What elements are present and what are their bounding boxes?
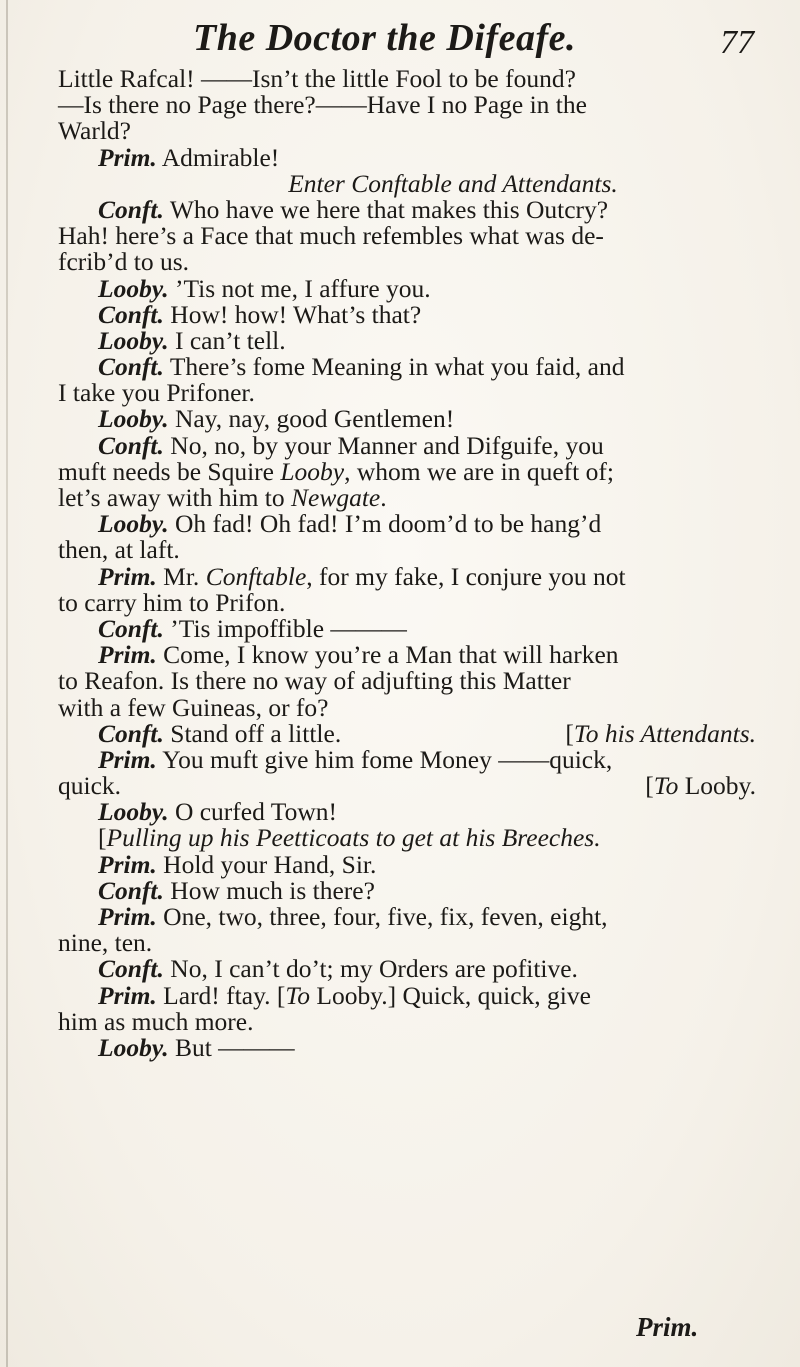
text-line — [58, 194, 778, 224]
text-line — [58, 587, 778, 617]
text-line — [58, 1032, 778, 1062]
text-segment: Newgate — [291, 483, 381, 512]
text-line — [58, 956, 778, 982]
speaker-name: Prim. — [98, 980, 157, 1010]
text-line — [58, 904, 778, 930]
stage-direction — [645, 773, 756, 799]
text-segment: [ — [645, 771, 654, 801]
text-line — [58, 325, 778, 355]
page-gutter-edge — [6, 0, 8, 1367]
text-segment: Pulling up his Peetticoats to get at his Breeches. — [106, 823, 601, 853]
text-segment: then, at laft. — [58, 535, 180, 565]
speaker-name: Conft. — [98, 430, 164, 460]
text-line — [58, 773, 778, 799]
speaker-name: Looby. — [98, 325, 169, 355]
text-line — [58, 299, 778, 329]
text-line — [58, 613, 778, 643]
text-segment: Hah! here’s a Face that much refembles what was de- — [58, 221, 604, 251]
text-segment: , for my fake, I conjure you not — [306, 561, 626, 591]
text-line — [58, 744, 778, 774]
speaker-name: Conft. — [98, 299, 164, 329]
text-segment: let’s away with him to — [58, 483, 292, 512]
text-segment: I can’t tell. — [168, 325, 286, 355]
speaker-name: Prim. — [98, 849, 157, 879]
text-segment: Nay, nay, good Gentlemen! — [168, 404, 455, 434]
text-segment: muft needs be Squire — [58, 456, 281, 486]
text-line — [58, 980, 778, 1010]
text-segment: , whom we are in queft of; — [344, 456, 614, 486]
text-segment: How! how! What’s that? — [163, 299, 422, 329]
text-line — [58, 249, 778, 275]
text-line — [58, 380, 778, 406]
speaker-name: Prim. — [98, 561, 157, 591]
text-line — [58, 456, 778, 486]
speaker-name: Looby. — [98, 404, 169, 434]
text-segment: Conftable — [205, 561, 307, 591]
text-segment: him as much more. — [58, 1006, 254, 1036]
text-segment: One, two, three, four, five, fix, feven, eight, — [156, 902, 608, 931]
text-segment: Mr. — [156, 561, 206, 591]
page-number: 77 — [720, 24, 754, 61]
speaker-name: Conft. — [98, 718, 164, 748]
catchword: Prim. — [636, 1312, 699, 1342]
speaker-name: Prim. — [98, 744, 157, 774]
text-line — [58, 668, 778, 694]
speaker-name: Conft. — [98, 613, 164, 643]
text-line — [58, 799, 778, 825]
text-segment: to carry him to Prifon. — [58, 587, 286, 617]
text-line — [58, 142, 778, 172]
text-segment: Warld? — [58, 116, 131, 146]
text-segment: ’Tis not me, I affure you. — [168, 273, 431, 303]
text-segment: There’s fome Meaning in what you faid, and — [163, 352, 625, 382]
speaker-name: Prim. — [98, 142, 157, 172]
text-segment: O curfed Town! — [168, 797, 337, 827]
text-segment: Admirable! — [156, 142, 280, 172]
text-segment: Looby.] Quick, quick, give — [310, 980, 591, 1010]
text-line — [58, 485, 778, 511]
play-text-body — [58, 66, 778, 1061]
text-segment: Stand off a little. — [163, 718, 342, 748]
speaker-name: Looby. — [98, 1032, 169, 1062]
text-segment: nine, ten. — [58, 928, 153, 958]
text-segment: How much is there? — [163, 875, 375, 905]
text-line — [58, 430, 778, 460]
text-segment: Lard! ftay. [ — [156, 980, 286, 1010]
text-segment: Little Rafcal! ——Isn’t the little Fool to be found? — [58, 64, 576, 93]
text-segment: To his Attendants. — [573, 718, 756, 748]
speaker-name: Looby. — [98, 273, 169, 303]
speaker-name: Looby. — [98, 509, 169, 539]
stage-direction — [565, 718, 756, 748]
speaker-name: Conft. — [98, 194, 164, 224]
stage-direction-line — [58, 168, 778, 198]
text-line — [58, 1006, 778, 1036]
text-line — [58, 92, 778, 118]
text-line — [58, 930, 778, 956]
text-segment: ’Tis impoffible ——— — [163, 613, 407, 643]
text-line — [58, 561, 778, 591]
text-line — [58, 118, 778, 144]
page-header — [0, 16, 800, 68]
text-segment: fcrib’d to us. — [58, 247, 190, 277]
text-segment: quick. — [58, 771, 122, 801]
text-segment: Looby — [280, 456, 345, 486]
speaker-name: Prim. — [98, 902, 157, 931]
text-segment: . — [380, 483, 387, 512]
text-segment: with a few Guineas, or fo? — [58, 692, 329, 722]
text-segment: Looby. — [678, 771, 756, 801]
text-segment: You muft give him fome Money ——quick, — [156, 744, 613, 774]
text-line — [58, 642, 778, 668]
text-segment: I take you Prifoner. — [58, 378, 255, 408]
speaker-name: Conft. — [98, 954, 164, 984]
text-line — [58, 718, 778, 748]
text-segment: [ — [565, 718, 574, 748]
speaker-name: Conft. — [98, 352, 164, 382]
text-segment: But ——— — [168, 1032, 295, 1062]
text-line — [58, 273, 778, 303]
speaker-name: Conft. — [98, 875, 164, 905]
text-line — [58, 223, 778, 249]
text-line — [58, 825, 778, 851]
text-line — [58, 537, 778, 563]
text-segment: To — [653, 771, 679, 801]
text-line — [58, 511, 778, 537]
text-segment: to Reafon. Is there no way of adjufting this Matter — [58, 666, 571, 696]
text-segment: Who have we here that makes this Outcry? — [163, 194, 609, 224]
text-segment: [ — [98, 823, 107, 853]
text-line — [58, 849, 778, 879]
text-segment: Oh fad! Oh fad! I’m doom’d to be hang’d — [168, 509, 602, 539]
text-segment: No, no, by your Manner and Difguife, you — [163, 430, 604, 460]
text-segment: —Is there no Page there?——Have I no Page in the — [58, 90, 587, 120]
speaker-name: Prim. — [98, 640, 157, 670]
text-segment: No, I can’t do’t; my Orders are pofitive. — [163, 954, 578, 984]
text-segment: Come, I know you’re a Man that will harken — [156, 640, 619, 670]
text-line — [58, 875, 778, 905]
text-segment: To — [285, 980, 310, 1010]
text-line — [58, 354, 778, 380]
text-segment: Enter Conftable and Attendants. — [288, 168, 618, 198]
running-title: The Doctor the Difeafe. — [193, 17, 576, 59]
text-segment: Hold your Hand, Sir. — [156, 849, 377, 879]
text-line — [58, 692, 778, 722]
text-line — [58, 66, 778, 92]
speaker-name: Looby. — [98, 797, 169, 827]
text-line — [58, 406, 778, 432]
